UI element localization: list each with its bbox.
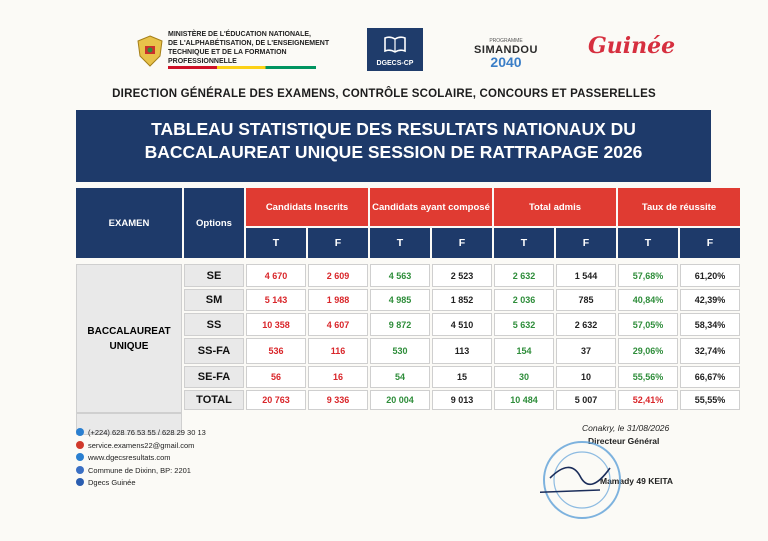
table-cell: 1 852 [432, 289, 492, 311]
phone-icon [76, 428, 84, 436]
table-cell: 10 358 [246, 313, 306, 336]
contact-phone [76, 427, 206, 440]
table-cell: 2 632 [556, 313, 616, 336]
table-cell: 29,06% [618, 338, 678, 364]
signer-name: Mamady 49 KEITA [600, 476, 674, 486]
table-cell: 4 563 [370, 264, 430, 287]
sub-header: F [680, 228, 740, 258]
table-cell: 52,41% [618, 390, 678, 410]
ministry-name [168, 30, 338, 66]
flag-stripe [168, 66, 316, 69]
option-cell: SM [184, 289, 244, 311]
table-cell: 4 985 [370, 289, 430, 311]
simandou-year: 2040 [490, 54, 522, 70]
official-stamp-icon [540, 438, 624, 522]
table-cell: 536 [246, 338, 306, 364]
option-cell: SS [184, 313, 244, 336]
group-header: Total admis [494, 188, 616, 226]
simandou-title: SIMANDOU [474, 44, 538, 56]
location-pin-icon [76, 466, 84, 474]
table-cell: 530 [370, 338, 430, 364]
direction-heading: DIRECTION GÉNÉRALE DES EXAMENS, CONTRÔLE SCOLAIRE, CONCOURS ET PASSERELLES [112, 88, 656, 100]
examen-name-line2: UNIQUE [109, 340, 149, 352]
table-cell: 1 544 [556, 264, 616, 287]
group-header: Candidats ayant composé [370, 188, 492, 226]
dgecs-label: DGECS-CP [376, 60, 414, 67]
group-header: Taux de réussite [618, 188, 740, 226]
table-cell: 55,55% [680, 390, 740, 410]
table-cell: 5 007 [556, 390, 616, 410]
table-cell: 1 988 [308, 289, 368, 311]
sub-header: F [308, 228, 368, 258]
table-cell: 57,68% [618, 264, 678, 287]
table-cell: 116 [308, 338, 368, 364]
option-cell: SE [184, 264, 244, 287]
table-cell: 15 [432, 366, 492, 388]
email-icon [76, 441, 84, 449]
title-line-2: BACCALAUREAT UNIQUE SESSION DE RATTRAPAGE 2026 [144, 142, 643, 162]
contact-email [76, 440, 206, 453]
table-cell: 113 [432, 338, 492, 364]
table-cell: 9 872 [370, 313, 430, 336]
ministry-line-3: TECHNIQUE ET DE LA FORMATION PROFESSIONNELLE [168, 49, 287, 65]
title-line-1: TABLEAU STATISTIQUE DES RESULTATS NATIONAUX DU [151, 119, 636, 139]
ministry-line-1: MINISTÈRE DE L'ÉDUCATION NATIONALE, [168, 31, 311, 38]
sub-header: T [618, 228, 678, 258]
option-cell: TOTAL [184, 390, 244, 410]
table-cell: 32,74% [680, 338, 740, 364]
email-text[interactable]: service.examens22@gmail.com [88, 440, 195, 450]
table-cell: 4 607 [308, 313, 368, 336]
sub-header: T [246, 228, 306, 258]
table-cell: 20 004 [370, 390, 430, 410]
simandou-logo [468, 38, 544, 69]
option-cell: SS-FA [184, 338, 244, 364]
sub-header: T [370, 228, 430, 258]
contact-website [76, 452, 206, 465]
table-cell: 2 609 [308, 264, 368, 287]
table-cell: 20 763 [246, 390, 306, 410]
table-cell: 4 510 [432, 313, 492, 336]
table-cell: 9 013 [432, 390, 492, 410]
guinea-coat-of-arms-icon [135, 34, 165, 68]
place-date: Conakry, le 31/08/2026 [582, 423, 670, 433]
table-cell: 154 [494, 338, 554, 364]
sub-header: F [432, 228, 492, 258]
sub-header: F [556, 228, 616, 258]
table-cell: 2 523 [432, 264, 492, 287]
dgecs-logo [367, 28, 423, 71]
table-cell: 5 632 [494, 313, 554, 336]
table-cell: 66,67% [680, 366, 740, 388]
contact-address [76, 465, 206, 478]
group-header: Candidats Inscrits [246, 188, 368, 226]
table-cell: 10 484 [494, 390, 554, 410]
simandou-small: PROGRAMME [489, 38, 523, 44]
examen-name-line1: BACCALAUREAT [87, 325, 171, 337]
address-text: Commune de Dixinn, BP: 2201 [88, 465, 191, 475]
table-cell: 58,34% [680, 313, 740, 336]
website-link[interactable]: www.dgecsresultats.com [88, 453, 171, 462]
facebook-icon [76, 478, 84, 486]
table-cell: 4 670 [246, 264, 306, 287]
phone-text: (+224) 628 76 53 55 / 628 29 30 13 [88, 428, 206, 437]
table-cell: 56 [246, 366, 306, 388]
ministry-line-2: DE L'ALPHABÉTISATION, DE L'ENSEIGNEMENT [168, 40, 330, 47]
guinee-logo: Guinée [588, 33, 676, 59]
table-cell: 40,84% [618, 289, 678, 311]
table-cell: 37 [556, 338, 616, 364]
table-cell: 61,20% [680, 264, 740, 287]
table-cell: 9 336 [308, 390, 368, 410]
table-cell: 42,39% [680, 289, 740, 311]
globe-icon [76, 453, 84, 461]
sub-header: T [494, 228, 554, 258]
table-cell: 2 632 [494, 264, 554, 287]
column-header-options: Options [184, 188, 244, 258]
examen-name-cell [76, 264, 182, 413]
table-cell: 55,56% [618, 366, 678, 388]
signer-title: Directeur Général [588, 436, 660, 446]
table-cell: 2 036 [494, 289, 554, 311]
contact-facebook [76, 477, 206, 490]
contact-info [76, 427, 206, 490]
table-cell: 5 143 [246, 289, 306, 311]
table-cell: 30 [494, 366, 554, 388]
table-cell: 10 [556, 366, 616, 388]
option-cell: SE-FA [184, 366, 244, 388]
column-header-examen: EXAMEN [76, 188, 182, 258]
title-box [76, 110, 711, 182]
table-cell: 57,05% [618, 313, 678, 336]
table-cell: 785 [556, 289, 616, 311]
facebook-text[interactable]: Dgecs Guinée [88, 478, 136, 487]
table-cell: 54 [370, 366, 430, 388]
table-cell: 16 [308, 366, 368, 388]
open-book-icon [384, 35, 406, 53]
